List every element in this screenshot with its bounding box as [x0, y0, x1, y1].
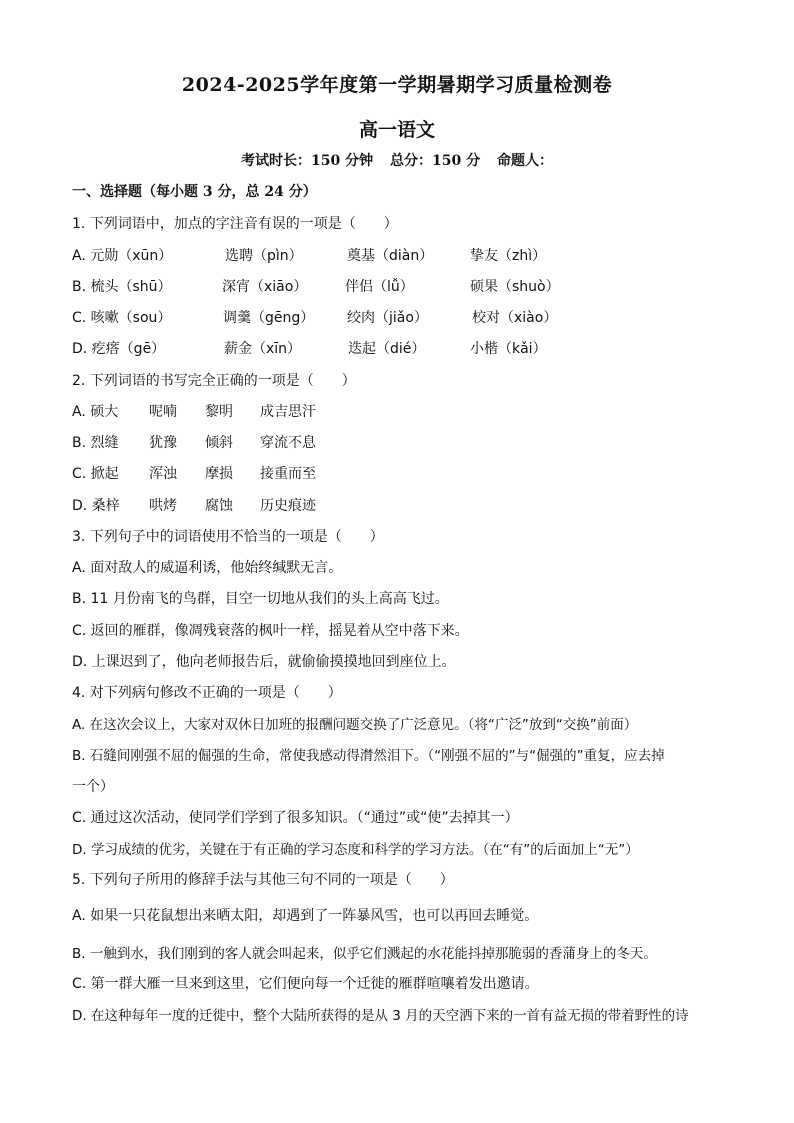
q3-option-d: D. 上课迟到了，他向老师报告后，就偷偷摸摸地回到座位上。 [72, 654, 456, 670]
q1-row-c-word1: C. 咳嗽（sou） [72, 310, 172, 326]
q3-stem: 3. 下列句子中的词语使用不恰当的一项是（ ） [72, 529, 384, 545]
q1-row-b-word4: 硕果（shuò） [470, 279, 560, 295]
q2-row-a-word4: 成吉思汗 [260, 404, 316, 420]
q1-row-a-word2: 选聘（pìn） [225, 248, 303, 264]
exam-duration: 考试时长：150 分钟 [241, 153, 374, 169]
q1-row-b-word2: 深宵（xiāo） [222, 279, 308, 295]
q2-row-b-word1: B. 烈缝 [72, 435, 119, 451]
q2-row-c-word2: 浑浊 [149, 466, 177, 482]
q1-row-c-word4: 校对（xiào） [472, 310, 558, 326]
q1-row-a-word3: 奠基（diàn） [347, 248, 434, 264]
q1-row-d-word1: D. 疙瘩（gē） [72, 341, 166, 357]
q1-row-c-word3: 绞肉（jiǎo） [347, 310, 428, 326]
q1-row-b-word1: B. 梳头（shū） [72, 279, 172, 295]
exam-subject: 高一语文 [358, 119, 435, 141]
q3-option-a: A. 面对敌人的威逼利诱，他始终缄默无言。 [72, 560, 343, 576]
q5-option-d: D. 在这种每年一度的迁徙中，整个大陆所获得的是从 3 月的天空洒下来的一首有益无损的带着野性的诗 [72, 1008, 689, 1024]
q2-row-c-word1: C. 掀起 [72, 466, 119, 482]
q4-stem: 4. 对下列病句修改不正确的一项是（ ） [72, 685, 342, 701]
q2-row-d-word3: 腐蚀 [205, 498, 233, 514]
q5-option-c: C. 第一群大雁一旦来到这里，它们便向每一个迁徙的雁群喧嚷着发出邀请。 [72, 976, 539, 992]
q1-row-a-word4: 挚友（zhì） [470, 248, 547, 264]
q1-row-c-word2: 调羹（gēng） [223, 310, 315, 326]
q2-row-c-word4: 接重而至 [260, 466, 316, 482]
q2-row-a-word2: 呢喃 [149, 404, 177, 420]
exam-info [0, 150, 794, 170]
q2-row-c-word3: 摩损 [205, 466, 233, 482]
q1-row-d-word4: 小楷（kǎi） [470, 341, 547, 357]
q2-row-d-word4: 历史痕迹 [260, 498, 316, 514]
q4-option-c: C. 通过这次活动，使同学们学到了很多知识。（“通过”或“使”去掉其一） [72, 810, 519, 826]
q1-stem: 1. 下列词语中，加点的字注音有误的一项是（ ） [72, 216, 398, 232]
q4-option-a: A. 在这次会议上，大家对双休日加班的报酬问题交换了广泛意见。（将“广泛”放到“交换”前面） [72, 717, 638, 733]
q2-row-a-word3: 黎明 [205, 404, 233, 420]
exam-total-score: 总分：150 分 [390, 153, 481, 169]
q2-stem: 2. 下列词语的书写完全正确的一项是（ ） [72, 373, 356, 389]
q2-row-a-word1: A. 硕大 [72, 404, 119, 420]
q4-option-b-continued: 一个） [72, 779, 114, 795]
exam-author: 命题人： [496, 153, 553, 169]
q2-row-d-word2: 哄烤 [149, 498, 177, 514]
q3-option-c: C. 返回的雁群，像凋残衰落的枫叶一样，摇晃着从空中落下来。 [72, 623, 469, 639]
q1-row-b-word3: 伴侣（lǚ） [345, 279, 414, 295]
q2-row-d-word1: D. 桑梓 [72, 498, 120, 514]
section-heading: 一、选择题（每小题 3 分，总 24 分） [72, 184, 317, 200]
q5-stem: 5. 下列句子所用的修辞手法与其他三句不同的一项是（ ） [72, 872, 454, 888]
q1-row-a-word1: A. 元勋（xūn） [72, 248, 173, 264]
q1-row-d-word3: 迭起（dié） [348, 341, 426, 357]
q1-row-d-word2: 薪金（xīn） [224, 341, 302, 357]
q5-option-b: B. 一触到水，我们刚到的客人就会叫起来，似乎它们溅起的水花能抖掉那脆弱的香蒲身上的冬天。 [72, 946, 657, 962]
q4-option-d: D. 学习成绩的优劣，关键在于有正确的学习态度和科学的学习方法。（在“有”的后面加上“无”） [72, 842, 639, 858]
q2-row-b-word2: 犹豫 [149, 435, 177, 451]
exam-title: 2024-2025学年度第一学期暑期学习质量检测卷 [181, 74, 613, 96]
q2-row-b-word3: 倾斜 [205, 435, 233, 451]
q4-option-b: B. 石缝间刚强不屈的倔强的生命，常使我感动得潸然泪下。（“刚强不屈的”与“倔强的”重复，应去掉 [72, 748, 665, 764]
q5-option-a: A. 如果一只花鼠想出来晒太阳，却遇到了一阵暴风雪，也可以再回去睡觉。 [72, 908, 539, 924]
q2-row-b-word4: 穿流不息 [260, 435, 316, 451]
q3-option-b: B. 11 月份南飞的鸟群，目空一切地从我们的头上高高飞过。 [72, 591, 449, 607]
